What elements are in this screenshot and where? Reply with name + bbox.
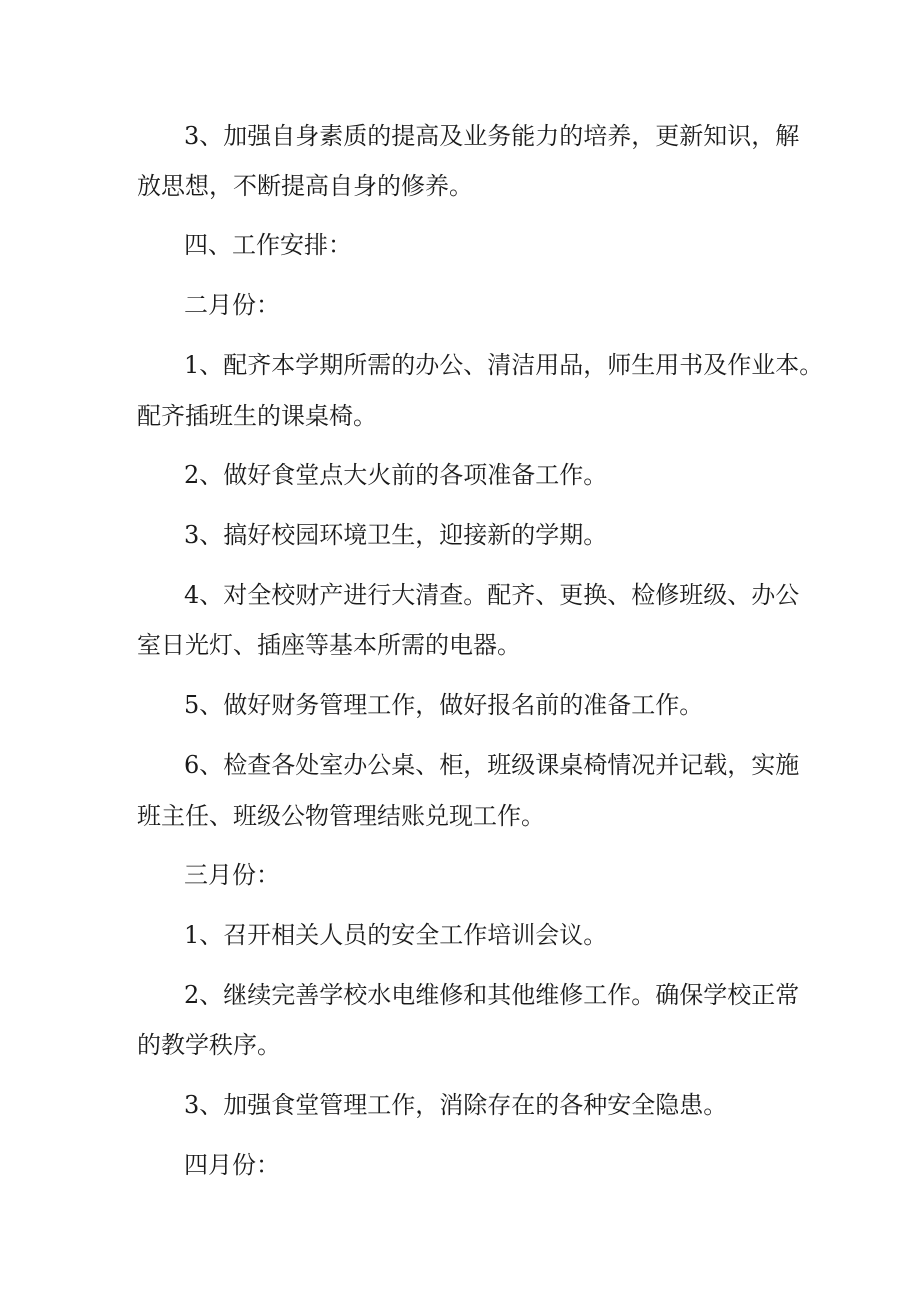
text-line: 3、加强自身素质的提高及业务能力的培养，更新知识，解: [184, 122, 800, 150]
month-heading: 三月份：: [184, 861, 280, 889]
text-line: 5、做好财务管理工作，做好报名前的准备工作。: [184, 691, 704, 719]
text-line: 2、做好食堂点大火前的各项准备工作。: [184, 461, 608, 489]
text-line: 4、对全校财产进行大清查。配齐、更换、检修班级、办公: [184, 581, 800, 609]
text-line: 3、搞好校园环境卫生，迎接新的学期。: [184, 521, 608, 549]
section-heading: 四、工作安排：: [184, 231, 352, 259]
text-line: 1、配齐本学期所需的办公、清洁用品，师生用书及作业本。: [184, 351, 824, 379]
text-line: 室日光灯、插座等基本所需的电器。: [137, 631, 521, 659]
month-heading: 二月份：: [184, 291, 280, 319]
text-line: 班主任、班级公物管理结账兑现工作。: [137, 802, 545, 830]
text-line: 的教学秩序。: [137, 1031, 281, 1059]
text-line: 6、检查各处室办公桌、柜，班级课桌椅情况并记载，实施: [184, 751, 800, 779]
text-line: 1、召开相关人员的安全工作培训会议。: [184, 921, 608, 949]
text-line: 2、继续完善学校水电维修和其他维修工作。确保学校正常: [184, 981, 800, 1009]
text-line: 放思想，不断提高自身的修养。: [137, 172, 473, 200]
text-line: 3、加强食堂管理工作，消除存在的各种安全隐患。: [184, 1091, 728, 1119]
month-heading: 四月份：: [184, 1151, 280, 1179]
text-line: 配齐插班生的课桌椅。: [137, 402, 377, 430]
